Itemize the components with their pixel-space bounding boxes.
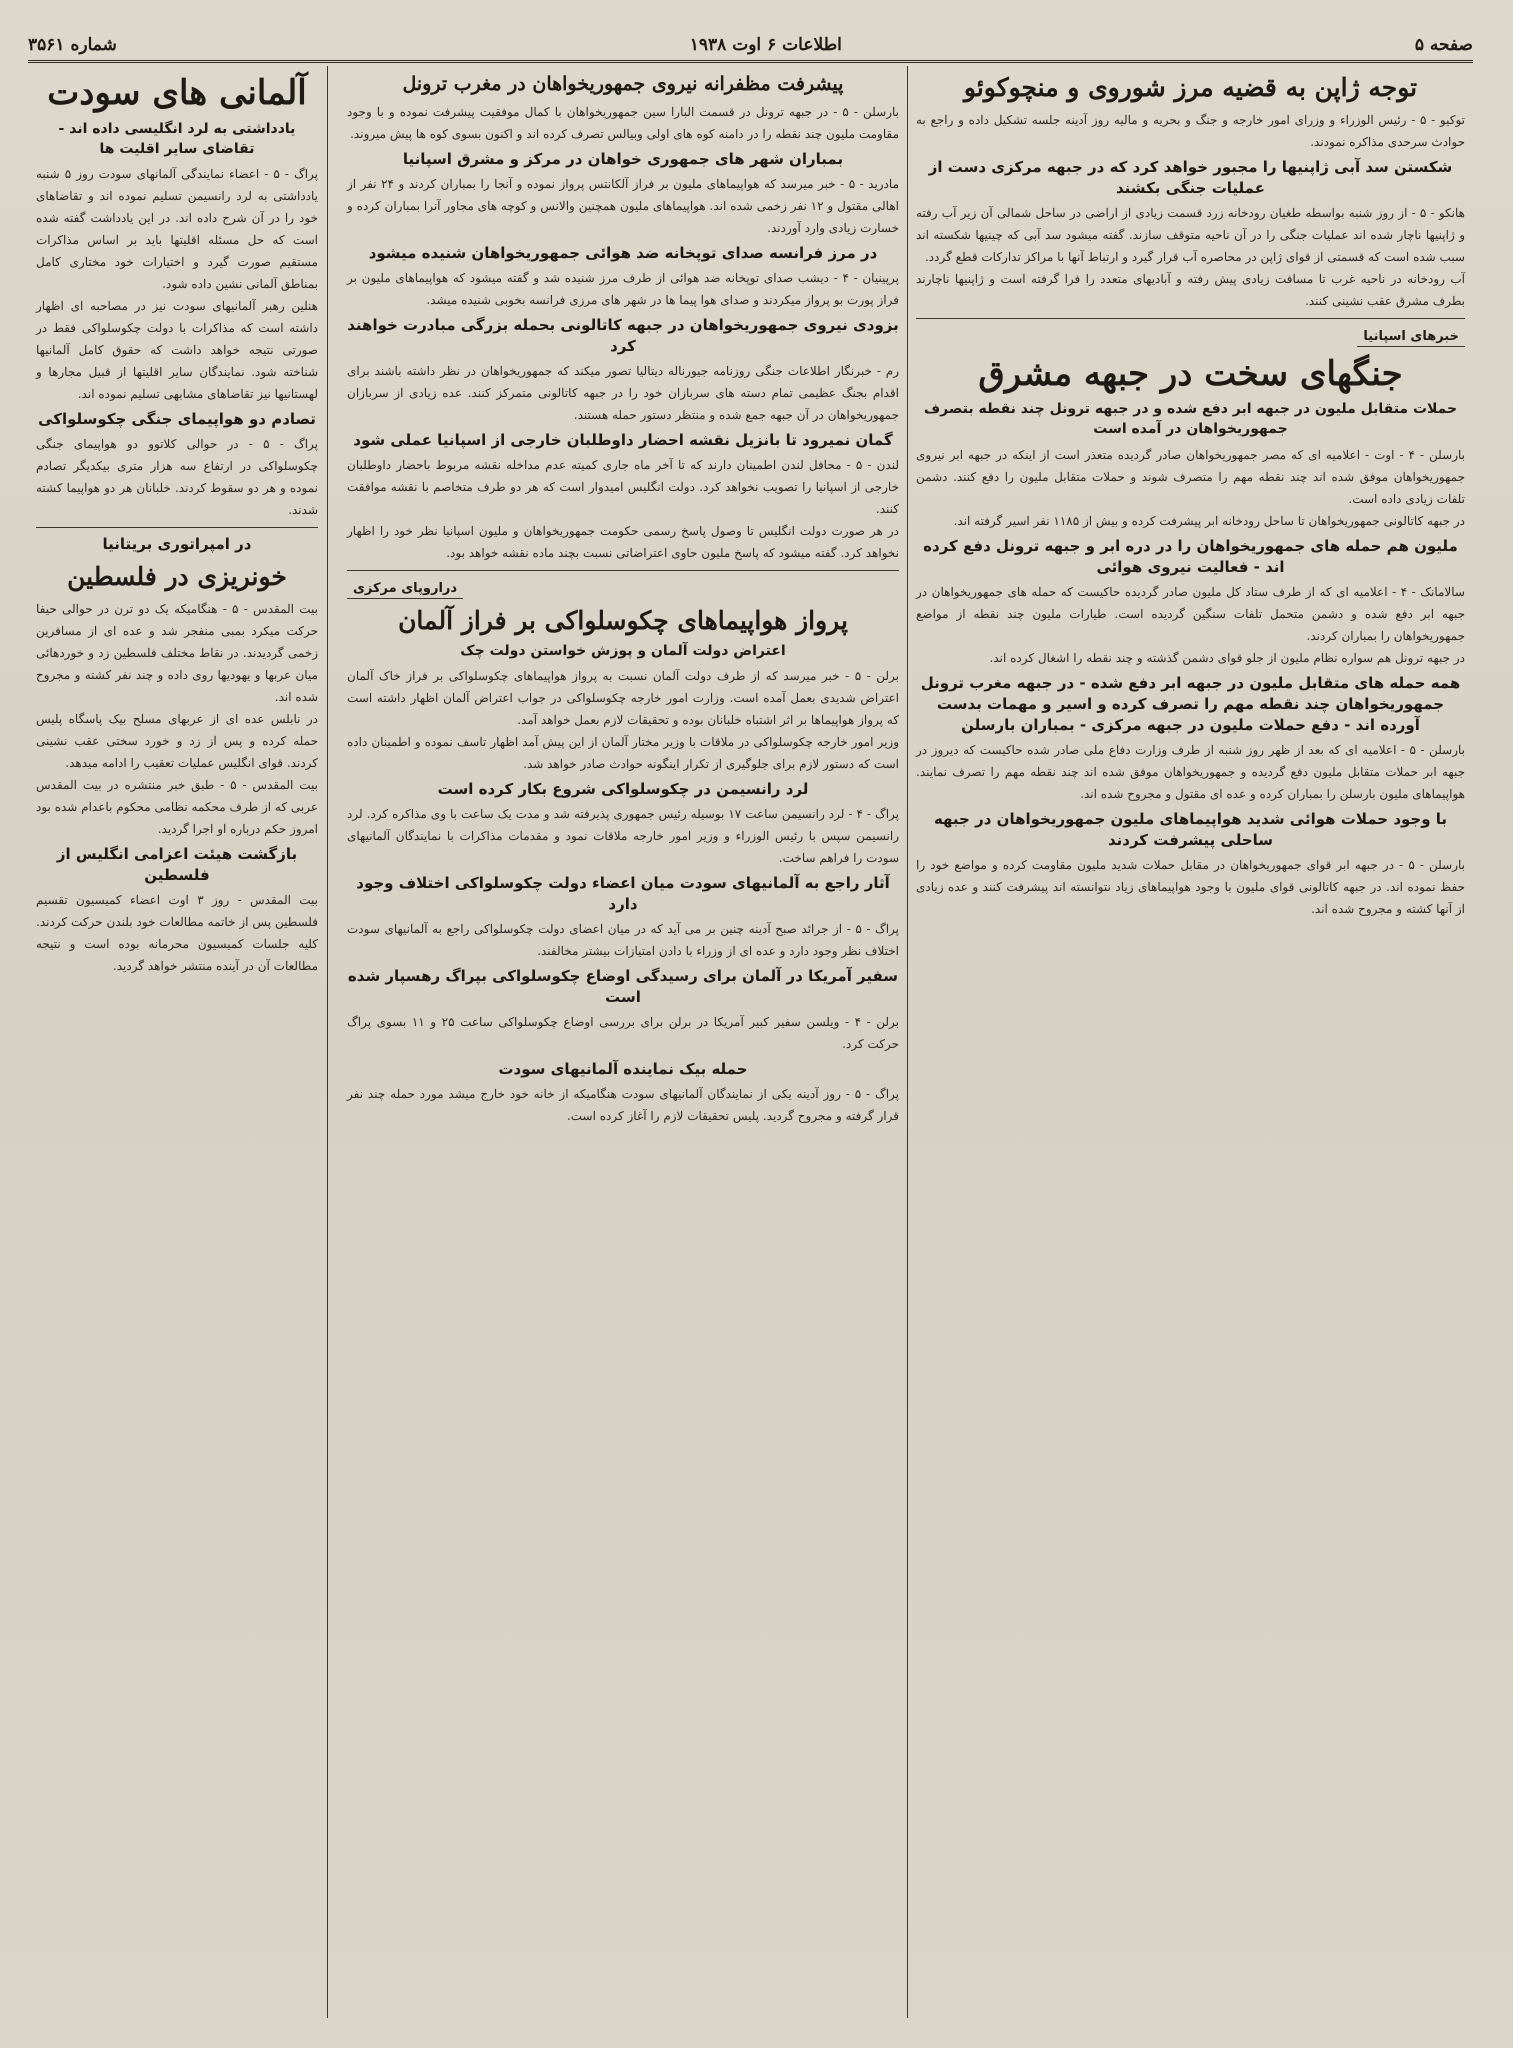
article-paragraph: مادرید - ۵ - خبر میرسد که هواپیماهای ملیون بر فراز آلکانتس پرواز نموده و آنجا را بمباران کردند و ۲۴ نفر از اهالی مقتول و ۱۲ نفر زخمی شده اند. هواپیماهای ملیون همچنین والانس و کوچه های مجاور آنرا بمباران کرده و خسارت زیادی وارد آوردند. (347, 176, 900, 235)
section-label: خبرهای اسپانیا (1357, 327, 1465, 347)
paper-date: اطلاعات ۶ اوت ۱۹۳۸ (689, 35, 842, 55)
divider (916, 318, 1465, 319)
article-paragraph: بارسلن - ۵ - اعلامیه ای که بعد از ظهر روز شنبه از طرف وزارت دفاع ملی صادر شده حاکیست که دیروز در جبهه ابر حملات متقابل ملیون دفع گردیده و جمهوریخواهان موفق شده اند چند نقطه مهم را تصرف نمایند. هواپیماهای ملیون بارسلن را بمباران کرده و عده ای مقتول و مجروح شده اند. (916, 742, 1466, 801)
subheadline: بمباران شهر های جمهوری خواهان در مرکز و مشرق اسپانیا (402, 149, 844, 168)
subheadline: گمان نمیرود تا بانزیل نقشه احضار داوطلبان خارجی از اسپانیا عملی شود (353, 430, 893, 449)
page-number: صفحه ۵ (1414, 35, 1473, 55)
article-paragraph: هانکو - ۵ - از روز شنبه بواسطه طغیان رودخانه زرد قسمت زیادی از اراضی در ساحل شمالی آن زیر آب رفته و ژاپنیها ناچار شده اند عملیات جنگی را در آن ناحیه متوقف سازند. گفته میشود سد آبی که چینیها شکسته اند سبب شده است که قسمتی از قوای ژاپن در محاصره آب قرار گیرد و ارتباط آنها با مراکز تدارکات قطع گردد. (916, 205, 1465, 264)
subheadline: سفیر آمریکا در آلمان برای رسیدگی اوضاع چکوسلواکی بپراگ رهسپار شده است (347, 967, 899, 1007)
article-paragraph: وزیر امور خارجه چکوسلواکی در ملاقات با وزیر مختار آلمان از این پیش آمد اظهار تاسف نموده و اطمینان داده است که دستور لازم برای جلوگیری از تکرار اینگونه حوادث صادر خواهد شد. (347, 735, 899, 772)
masthead-rule (28, 60, 1473, 63)
masthead (28, 34, 1473, 56)
divider (347, 570, 899, 571)
article-paragraph: در نابلس عده ای از عربهای مسلح بیک پاسگاه پلیس حمله کرده و پس از زد و خورد سختی عقب نشینی کردند. قوای انگلیس عملیات تعقیب را ادامه میدهد. (36, 711, 318, 770)
section-label: دراروپای مرکزی (347, 579, 463, 599)
article-paragraph: رم - خبرنگار اطلاعات جنگی روزنامه جیورناله دیتالیا تصور میکند که جمهوریخواهان در نظر داشته باشند برای اقدام بجنگ عظیمی تمام دسته های سربازان خود را در جبهه کاتالونی متمرکز کنند. عده زیادی از سربازان جمهوریخواهان در آن جبهه جمع شده و منتظر دستور حمله هستند. (347, 363, 899, 422)
subheadline: ملیون هم حمله های جمهوریخواهان را در دره ابر و جبهه ترونل دفع کرده اند - فعالیت نیروی هوائی (923, 536, 1458, 576)
issue-number: شماره ۳۵۶۱ (28, 35, 117, 55)
subheadline: همه حمله های متقابل ملیون در جبهه ابر دفع شده - در جبهه مغرب ترونل جمهوریخواهان چند نقطه مهم را تصرف کرده و اسیر و مهمات بدست آورده اند - دفع حملات ملیون در جبهه مرکزی - بمباران بارسلن (920, 673, 1461, 734)
headline-deck: یادداشتی به لرد انگلیسی داده اند - تقاضای سایر اقلیت ها (58, 120, 296, 157)
article-paragraph: بیت المقدس - ۵ - طبق خبر منتشره در بیت المقدس عربی که از طرف محکمه نظامی محکوم باعدام شده بود امروز حکم درباره او اجرا گردید. (36, 777, 318, 836)
subheadline: لرد رانسیمن در چکوسلواکی شروع بکار کرده است (437, 780, 809, 799)
subheadline: حمله بیک نماینده آلمانیهای سودت (498, 1060, 748, 1079)
headline-deck: حملات متقابل ملیون در جبهه ابر دفع شده و در جبهه ترونل چند نقطه بتصرف جمهوریخواهان در آمده است (923, 401, 1458, 438)
subheadline: بزودی نیروی جمهوریخواهان در جبهه کاتالونی بحمله بزرگی مبادرت خواهند کرد (347, 315, 899, 355)
article-paragraph: بارسلن - ۴ - اوت - اعلامیه ای که مصر جمهوریخواهان صادر گردیده متعذر است از اینکه در جبهه ابر نیروی جمهوریخواهان موفق شده اند چند نقطه مهم را متصرف شوند و حملات متقابل ملیون را دفع کنند. دشمن تلفات زیادی داده است. (916, 447, 1465, 506)
divider (36, 527, 318, 528)
section-label: در امپراتوری بریتانیا (102, 535, 252, 554)
article-paragraph: بارسلن - ۵ - در جبهه ابر قوای جمهوریخواهان در مقابل حملات شدید ملیون مقاومت کرده و مواضع خود را حفظ نموده اند. در جبهه کاتالونی قوای ملیون با وجود هواپیماهای زیاد نتوانسته اند پیشرفت کنند و عده زیادی از آنها کشته و مجروح شده اند. (916, 857, 1465, 916)
subheadline: با وجود حملات هوائی شدید هواپیماهای ملیون جمهوریخواهان در جبهه ساحلی پیشرفت کردند (933, 809, 1448, 849)
subheadline: تصادم دو هواپیمای جنگی چکوسلواکی (38, 410, 316, 429)
subheadline: شکستن سد آبی ژاپنیها را مجبور خواهد کرد که در جبهه مرکزی دست از عملیات جنگی بکشند (928, 157, 1453, 197)
column-left (28, 66, 326, 2018)
subheadline: آثار راجع به آلمانیهای سودت میان اعضاء دولت چکوسلواکی اختلاف وجود دارد (356, 874, 890, 914)
article-paragraph: در هر صورت دولت انگلیس تا وصول پاسخ رسمی حکومت جمهوریخواهان و ملیون اسپانیا نظر خود را اظهار نخواهد کرد. گفته میشود که پاسخ ملیون حاوی اعتراضاتی نسبت بچند ماده نقشه خواهد بود. (347, 523, 899, 560)
article-paragraph: بیت المقدس - ۵ - هنگامیکه یک دو ترن در حوالی حیفا حرکت میکرد بمبی منفجر شد و عده ای از مسافرین زخمی گردیدند. در نقاط مختلف فلسطین زد و خوردهائی میان عربها و یهودیها روی داده و چند نفر کشته و مجروح شده اند. (36, 601, 319, 704)
article-paragraph: پراگ - ۴ - لرد رانسیمن ساعت ۱۷ بوسیله رئیس جمهوری پذیرفته شد و مدت یک ساعت با وی مذاکره کرد. لرد رانسیمن سپس با رئیس الوزراء و وزیر امور خارجه ملاقات نمود و مقدمات مذاکرات با نمایندگان آلمانیهای سودت را فراهم ساخت. (347, 807, 899, 866)
column-right (908, 66, 1473, 2018)
subheadline: در مرز فرانسه صدای توپخانه ضد هوائی جمهوریخواهان شنیده میشود (368, 243, 878, 262)
article-paragraph: برلن - ۴ - ویلسن سفیر کبیر آمریکا در برلن برای بررسی اوضاع چکوسلواکی ساعت ۲۵ و ۱۱ بسوی پراگ حرکت کرد. (347, 1015, 899, 1052)
article-paragraph: لندن - ۵ - محافل لندن اطمینان دارند که تا آخر ماه جاری کمیته عدم مداخله نقشه مربوط باحضار داوطلبان خارجی از اسپانیا را تصویب نخواهد کرد. دولت انگلیس امیدوار است که هر دو طرف متخاصم با نقشه موافقت کنند. (347, 457, 899, 516)
article-paragraph: برلن - ۵ - خبر میرسد که از طرف دولت آلمان نسبت به پرواز هواپیماهای چکوسلواکی بر فراز خاک آلمان اعتراض شدیدی بعمل آمده است. وزارت امور خارجه چکوسلواکی در جواب اعتراض آلمان اظهار داشته است که پرواز هواپیماها بر اثر اشتباه خلبانان بوده و تحقیقات لازم بعمل خواهد آمد. (347, 669, 900, 728)
article-paragraph: هنلین رهبر آلمانیهای سودت نیز در مصاحبه ای اظهار داشته است که مذاکرات با دولت چکوسلواکی فقط در صورتی نتیجه خواهد داشت که حقوق کامل آلمانیها شناخته شود. نمایندگان سایر اقلیتها از قبیل مجارها و لهستانیها نیز تقاضاهای مشابهی تسلیم نموده اند. (36, 299, 318, 402)
article-paragraph: توکیو - ۵ - رئیس الوزراء و وزرای امور خارجه و جنگ و بحریه و مالیه روز آدینه جلسه تشکیل داده و راجع به حوادث سرحدی مذاکره نمودند. (916, 112, 1466, 149)
article-paragraph: سالامانک - ۴ - اعلامیه ای که از طرف ستاد کل ملیون صادر گردیده حاکیست که حمله های جمهوریخواهان در جبهه ابر دفع شده و دشمن متحمل تلفات سنگین گردیده است. طیارات ملیون چند نقطه از مواضع جمهوریخواهان را بمباران کردند. (916, 584, 1465, 643)
article-paragraph: پراگ - ۵ - اعضاء نمایندگی آلمانهای سودت روز ۵ شنبه یادداشتی به لرد رانسیمن تسلیم نموده اند و تقاضاهای خود را در آن شرح داده اند. در این یادداشت گفته شده است که حل مسئله اقلیتها باید بر اساس مذاکرات مستقیم صورت گیرد و اختیارات خود مختاری کامل بمناطق آلمانی نشین داده شود. (36, 167, 318, 292)
article-paragraph: پرپینیان - ۴ - دیشب صدای توپخانه ضد هوائی از طرف مرز شنیده شد و گفته میشود که هواپیماهای ملیون بر فراز پورت بو پرواز میکردند و صدای هوا پیما ها در شهر های مرزی فرانسه بخوبی شنیده میشد. (347, 270, 899, 307)
headline-teruel: پیشرفت مظفرانه نیروی جمهوریخواهان در مغرب ترونل (402, 73, 844, 95)
article-paragraph: پراگ - ۵ - روز آدینه یکی از نمایندگان آلمانیهای سودت هنگامیکه از خانه خود خارج میشد مورد حمله چند نفر قرار گرفته و مجروح گردید. پلیس تحقیقات لازم را آغاز کرده است. (347, 1087, 900, 1124)
article-paragraph: پراگ - ۵ - از جرائد صبح آدینه چنین بر می آید که در میان اعضای دولت چکوسلواکی راجع به آلمانیهای سودت اختلاف نظر وجود دارد و عده ای از وزراء با دادن امتیازات بیشتر مخالفند. (347, 922, 899, 959)
column-middle (339, 66, 907, 2018)
headline-palestine: خونریزی در فلسطین (67, 562, 287, 592)
article-paragraph: در جبهه کاتالونی جمهوریخواهان تا ساحل رودخانه ابر پیشرفت کرده و بیش از ۱۱۸۵ نفر اسیر گرفته اند. (953, 513, 1465, 528)
article-paragraph: بیت المقدس - روز ۳ اوت اعضاء کمیسیون تقسیم فلسطین پس از خاتمه مطالعات خود بلندن حرکت کردند. کلیه جلسات کمیسیون محرمانه بوده است و نتیجه مطالعات آن در آینده منتشر خواهد گردید. (36, 892, 318, 973)
headline-deck: اعتراض دولت آلمان و پوزش خواستن دولت چک (460, 643, 786, 660)
headline-sudeten: آلمانی های سودت (47, 73, 307, 113)
article-paragraph: در جبهه ترونل هم سواره نظام ملیون از جلو قوای دشمن گذشته و چند نقطه را اشغال کرده اند. (989, 650, 1465, 665)
subheadline: بازگشت هیئت اعزامی انگلیس از فلسطین (56, 844, 298, 884)
headline-japan: توجه ژاپن به قضیه مرز شوروی و منچوکوئو (963, 73, 1418, 102)
article-paragraph: بارسلن - ۵ - در جبهه ترونل در قسمت البارا سین جمهوریخواهان با کمال موفقیت پیشرفت نموده و با وجود مقاومت ملیون چند نقطه را در دامنه کوه های اولی وبیالس تصرف کرده اند و اکنون بسوی کوه ها پیش میروند. (347, 104, 899, 141)
headline-czech-flight: پرواز هواپیماهای چکوسلواکی بر فراز آلمان (398, 605, 848, 635)
article-paragraph: پراگ - ۵ - در حوالی کلاتوو دو هواپیمای جنگی چکوسلواکی در ارتفاع سه هزار متری بیکدیگر تصادم نموده و هر دو سقوط کردند. خلبانان هر دو هواپیما کشته شدند. (36, 437, 319, 518)
article-paragraph: آب رودخانه در ناحیه غرب تا مسافت زیادی پیش رفته و آبادیهای متعدد را فرا گرفته است و ژاپنیها ناچارند بطرف مشرق عقب نشینی کنند. (916, 271, 1465, 308)
headline-spain: جنگهای سخت در جبهه مشرق (978, 353, 1403, 394)
column-rule (327, 66, 328, 2018)
column-rule (907, 66, 908, 2018)
